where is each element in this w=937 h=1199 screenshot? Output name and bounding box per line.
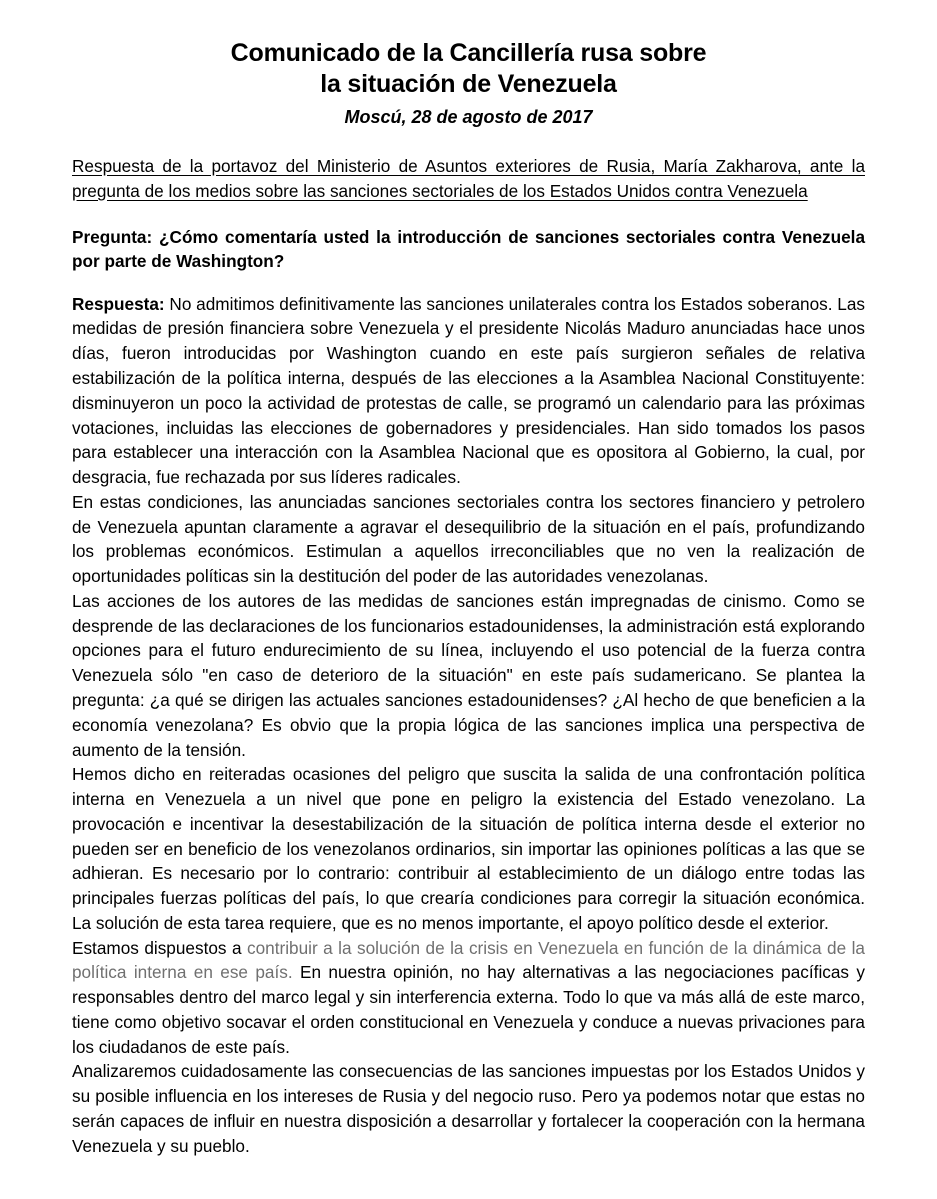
highlight-prefix-text: Estamos dispuestos a: [72, 937, 247, 958]
paragraph-text: No admitimos definitivamente las sanciones unilaterales contra los Estados soberanos. Las medidas de presión financiera sobre Venezuela y el presidente Nicolás Maduro anunciadas hace unos días, fueron introducidas por Washington cuando en este país surgieron señales de relativa estabilización de la política interna, después de las elecciones a la Asamblea Nacional Constituyente: disminuyeron un poco la actividad de protestas de calle, se programó un calendario para las próximas votaciones, incluidas las elecciones de gobernadores y presidenciales. Han sido tomados los pasos para establecer una interacción con la Asamblea Nacional que es opositora al Gobierno, la cual, por desgracia, fue rechazada por sus líderes radicales.: [72, 293, 865, 488]
dateline: Moscú, 28 de agosto de 2017: [344, 107, 593, 127]
paragraph: [72, 292, 865, 490]
highlight-suffix-text: En nuestra opinión, no hay alternativas a las negociaciones pacíficas y responsables dentro del marco legal y sin interferencia externa. Todo lo que va más allá de este marco, tiene como objetivo socavar el orden constitucional en Venezuela y conduce a nuevas privaciones para los ciudadanos de este país.: [72, 962, 865, 1057]
highlighted-text: contribuir a la solución de la crisis en Venezuela en función de la dinámica de la política interna en ese país.: [72, 937, 865, 983]
paragraph: [72, 589, 865, 762]
paragraph-text: Las acciones de los autores de las medidas de sanciones están impregnadas de cinismo. Como se desprende de las declaraciones de los funcionarios estadounidenses, la administración está explorando opciones para el futuro endurecimiento de su línea, incluyendo el uso potencial de la fuerza contra Venezuela sólo "en caso de deterioro de la situación" en este país sudamericano. Se plantea la pregunta: ¿a qué se dirigen las actuales sanciones estadounidenses? ¿Al hecho de que beneficien a la economía venezolana? Es obvio que la propia lógica de las sanciones implica una perspectiva de aumento de la tensión.: [72, 590, 865, 760]
answer-body: [72, 292, 865, 1159]
question-block: [72, 225, 865, 274]
paragraph: [72, 490, 865, 589]
page-title: [72, 38, 865, 100]
paragraph: [72, 1059, 865, 1158]
paragraph: [72, 762, 865, 935]
question-text: ¿Cómo comentaría usted la introducción de sanciones sectoriales contra Venezuela por parte de Washington?: [72, 226, 865, 272]
lead-paragraph: Respuesta de la portavoz del Ministerio de Asuntos exteriores de Rusia, María Zakharova, ante la pregunta de los medios sobre las sanciones sectoriales de los Estados Unidos contra Venezuela: [72, 156, 865, 201]
title-line-2: la situación de Venezuela: [320, 70, 617, 98]
paragraph-text: Analizaremos cuidadosamente las consecuencias de las sanciones impuestas por los Estados Unidos y su posible influencia en los intereses de Rusia y del negocio ruso. Pero ya podemos notar que estas no serán capaces de influir en nuestra disposición a desarrollar y fortalecer la cooperación con la hermana Venezuela y su pueblo.: [72, 1061, 865, 1156]
answer-label: Respuesta:: [72, 293, 165, 314]
title-line-1: Comunicado de la Cancillería rusa sobre: [230, 39, 707, 67]
paragraph-text: En estas condiciones, las anunciadas sanciones sectoriales contra los sectores financiero y petrolero de Venezuela apuntan claramente a agravar el desequilibrio de la situación en el país, profundizando los problemas económicos. Estimulan a aquellos irreconciliables que no ven la realización de oportunidades políticas sin la destitución del poder de las autoridades venezolanas.: [72, 491, 865, 587]
paragraph-text: Hemos dicho en reiteradas ocasiones del peligro que suscita la salida de una confrontación política interna en Venezuela a un nivel que pone en peligro la existencia del Estado venezolano. La provocación e incentivar la desestabilización de la situación de política interna desde el exterior no pueden ser en beneficio de los venezolanos ordinarios, sin importar las opiniones políticas a las que se adhieran. Es necesario por lo contrario: contribuir al establecimiento de un diálogo entre todas las principales fuerzas políticas del país, lo que crearía condiciones para corregir la situación económica. La solución de esta tarea requiere, que es no menos importante, el apoyo político desde el exterior.: [72, 764, 865, 933]
question-label: Pregunta:: [72, 226, 153, 247]
paragraph-highlighted: [72, 936, 865, 1060]
